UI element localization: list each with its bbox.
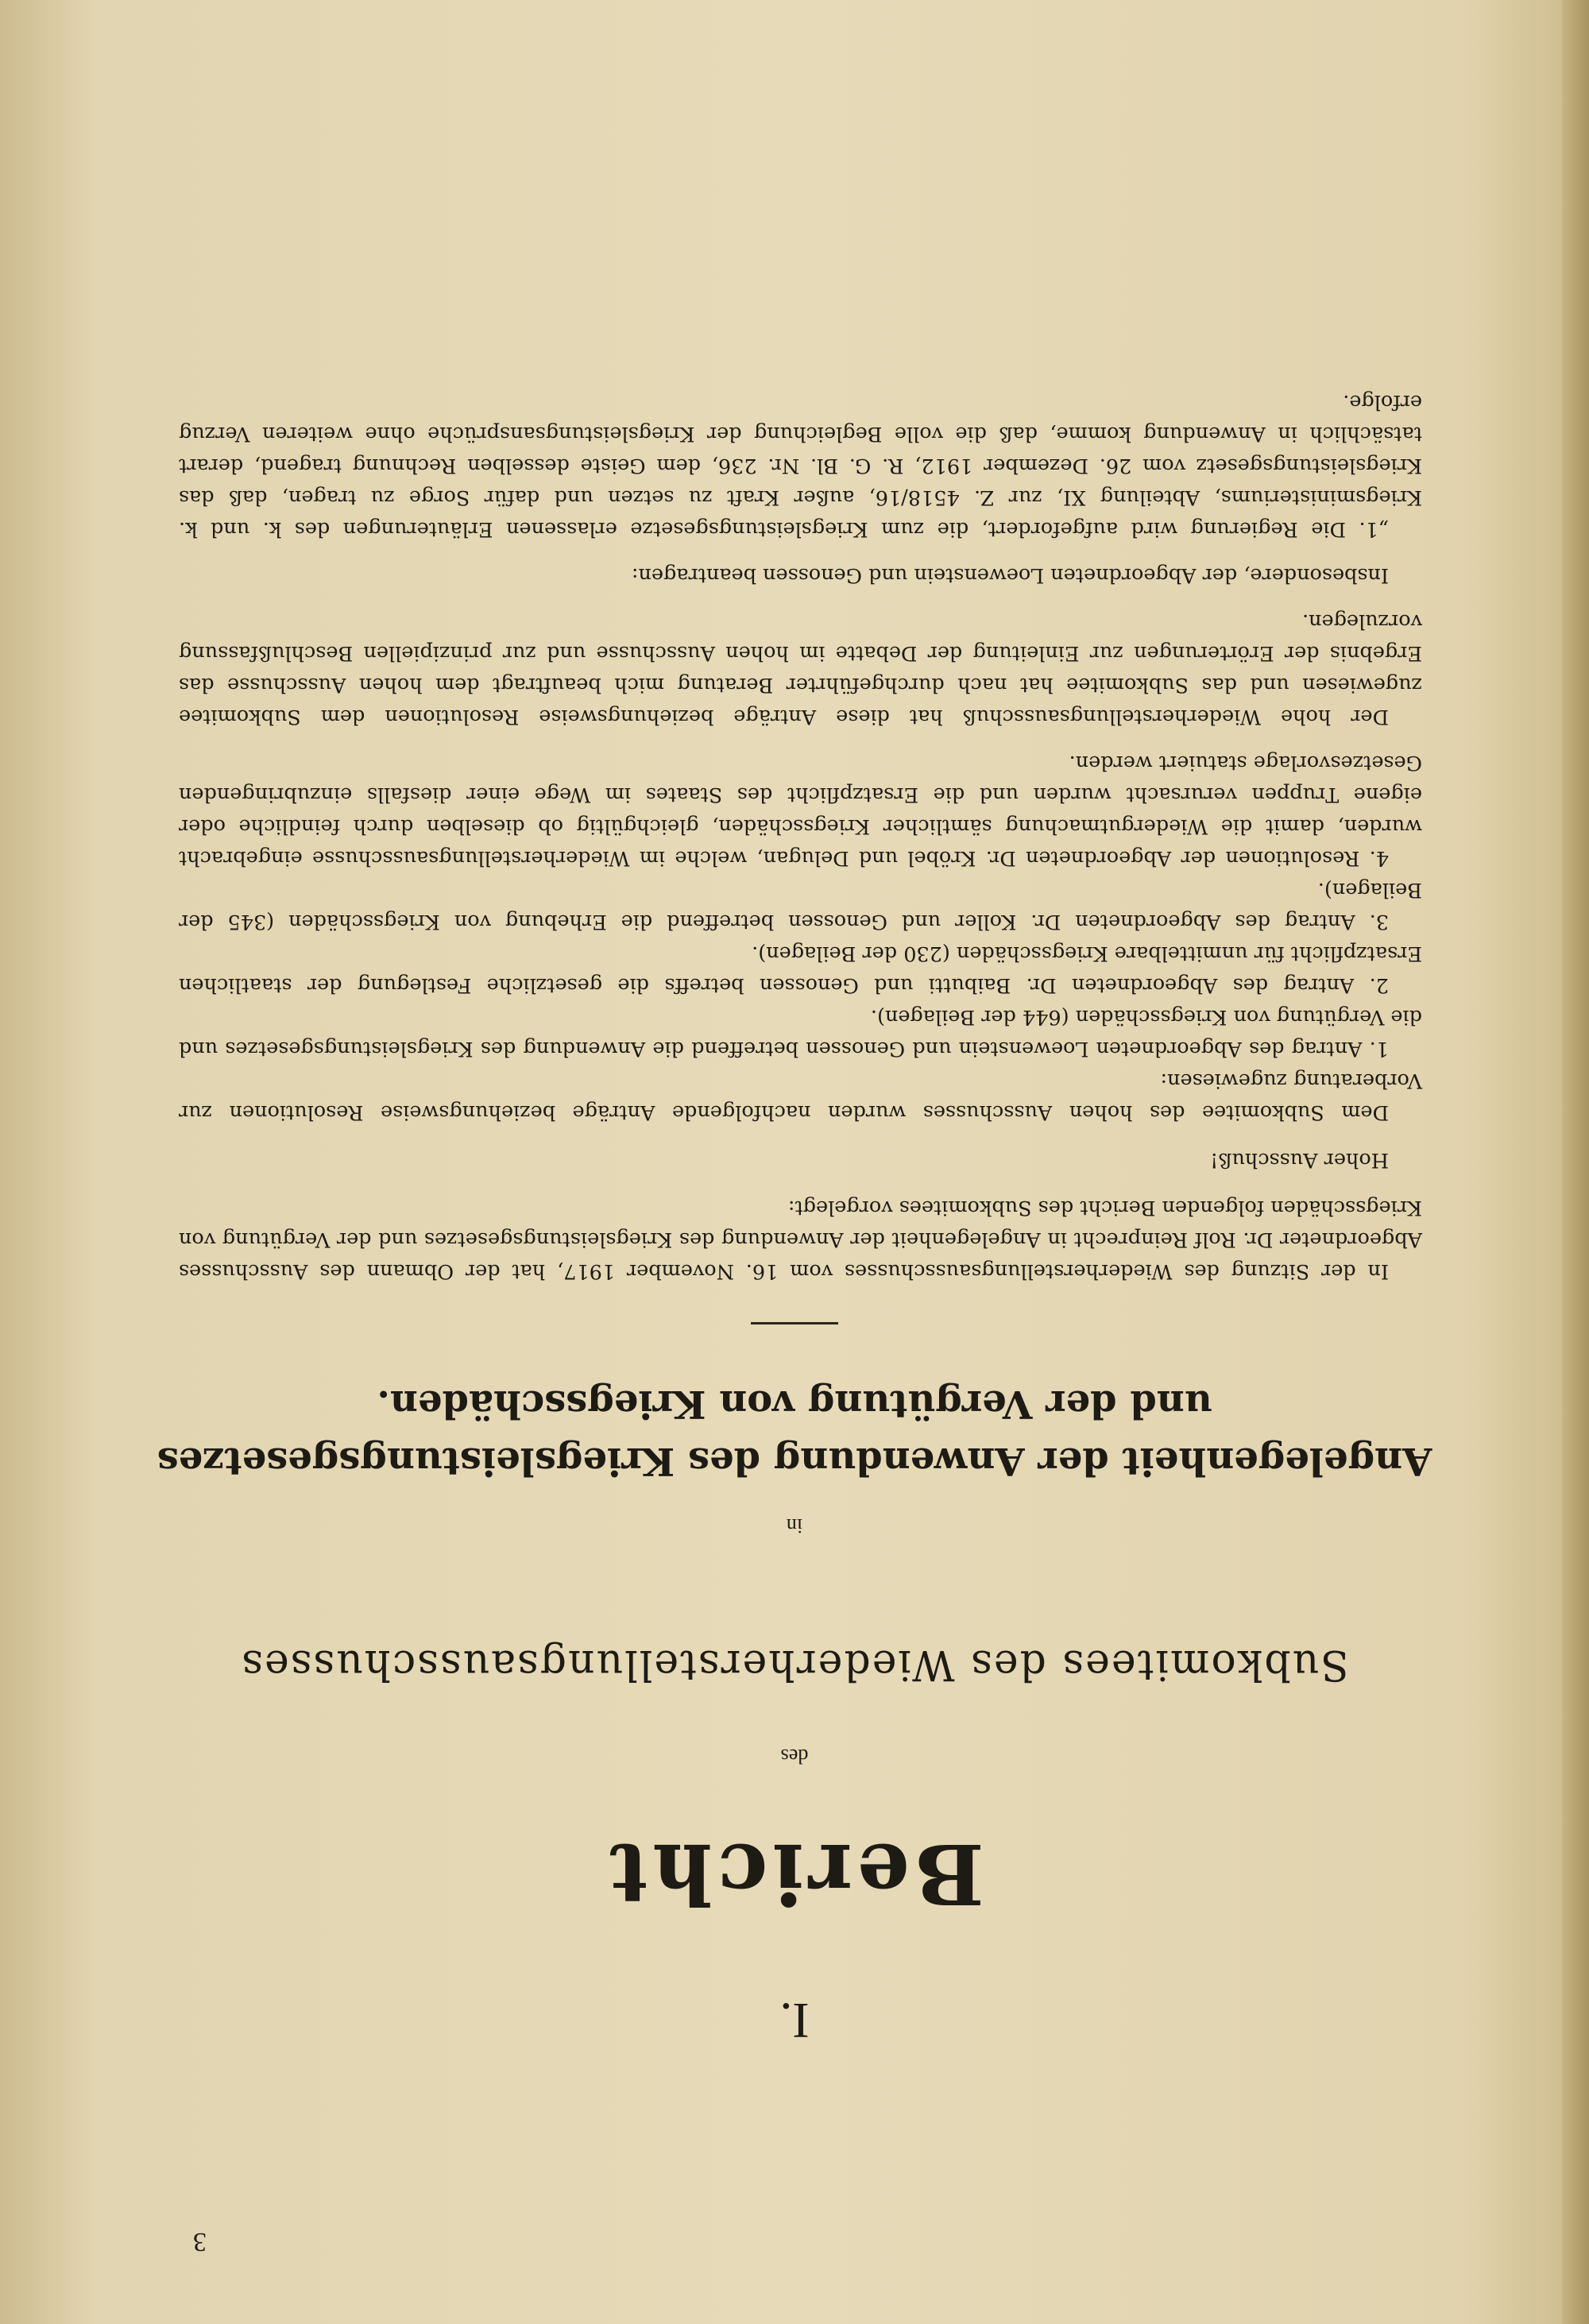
paragraph-1: Dem Subkomitee des hohen Ausschusses wurden nachfolgende Anträge beziehungsweise Resolutionen zur Vorberatung zugewiesen:	[179, 1069, 1422, 1124]
paragraph-3: Insbesondere, der Abgeordneten Loewenstein und Genossen beantragen:	[631, 563, 1389, 587]
document-title: Bericht	[605, 1825, 984, 1923]
document-subtitle: Subkomitees des Wiederherstellungsausschusses	[240, 1641, 1349, 1688]
list-item-1: 1. Antrag des Abgeordneten Loewenstein und Genossen betreffend die Anwendung des Kriegsleistungsgesetzes und die Vergütung von Kriegsschäden (644 der Beilagen).	[179, 1005, 1422, 1061]
list-item-3: 3. Antrag des Abgeordneten Dr. Koller und Genossen betreffend die Erhebung von Kriegsschäden (345 der Beilagen).	[179, 878, 1422, 934]
paragraph-4: „1. Die Regierung wird aufgefordert, die zum Kriegsleistungsgesetze erlassenen Erläuterungen des k. und k. Kriegsministeriums, Abteilung XI, zur Z. 4518/16, außer Kraft zu setzen und dafür Sorge zu tragen, daß das Kriegsleistungsgesetz vom 26. Dezember 1912, R. G. Bl. Nr. 236, dem Geiste desselben Rechnung tragend, derart tatsächlich in Anwendung komme, daß die volle Begleichung der Kriegsleistungsansprüche ohne weiteren Verzug erfolge.	[179, 390, 1422, 541]
separator-rule	[751, 1322, 838, 1324]
connector-in: in	[786, 1514, 803, 1537]
document-body	[179, 386, 1422, 1287]
salutation: Hoher Ausschuß!	[1210, 1148, 1389, 1172]
list-item-2: 2. Antrag des Abgeordneten Dr. Baibutti und Genossen betreffs die gesetzliche Festlegung der staatlichen Ersatzpflicht für unmittelbare Kriegsschäden (230 der Beilagen).	[179, 942, 1422, 997]
list-item-4: 4. Resolutionen der Abgeordneten Dr. Kröbel und Delugan, welche im Wiederherstellungsausschusse eingebracht wurden, damit die Wiedergutmachung sämtlicher Kriegsschäden, gleichgültig ob dieselben durch feindliche oder eigene Truppen verursacht wurden und die Ersatzpflicht des Staates im Wege einer diesfalls einzubringenden Gesetzesvorlage statuiert werden.	[179, 751, 1422, 870]
paragraph-2: Der hohe Wiederherstellungsausschuß hat diese Anträge beziehungsweise Resolutionen dem Subkomitee zugewiesen und das Subkomitee hat nach durchgeführter Beratung mich beauftragt dem hohen Ausschusse das Ergebnis der Erörterungen zur Einleitung der Debatte im hohen Ausschusse und zur prinzipiellen Beschlußfassung vorzulegen.	[179, 609, 1422, 729]
document-subject: Angelegenheit der Anwendung des Kriegsleistungsgesetzes und der Vergütung von Kriegsschäden.	[157, 1382, 1432, 1483]
intro-paragraph: In der Sitzung des Wiederherstellungsausschusses vom 16. November 1917, hat der Obmann des Ausschusses Abgeordneter Dr. Rolf Reinprecht in Angelegenheit der Anwendung des Kriegsleistungsgesetzes und der Vergütung von Kriegsschäden folgenden Bericht des Subkomitees vorgelegt:	[179, 1196, 1422, 1283]
section-numeral: I.	[779, 1993, 810, 2049]
connector-des: des	[780, 1745, 809, 1768]
page-number: 3	[193, 2227, 207, 2256]
